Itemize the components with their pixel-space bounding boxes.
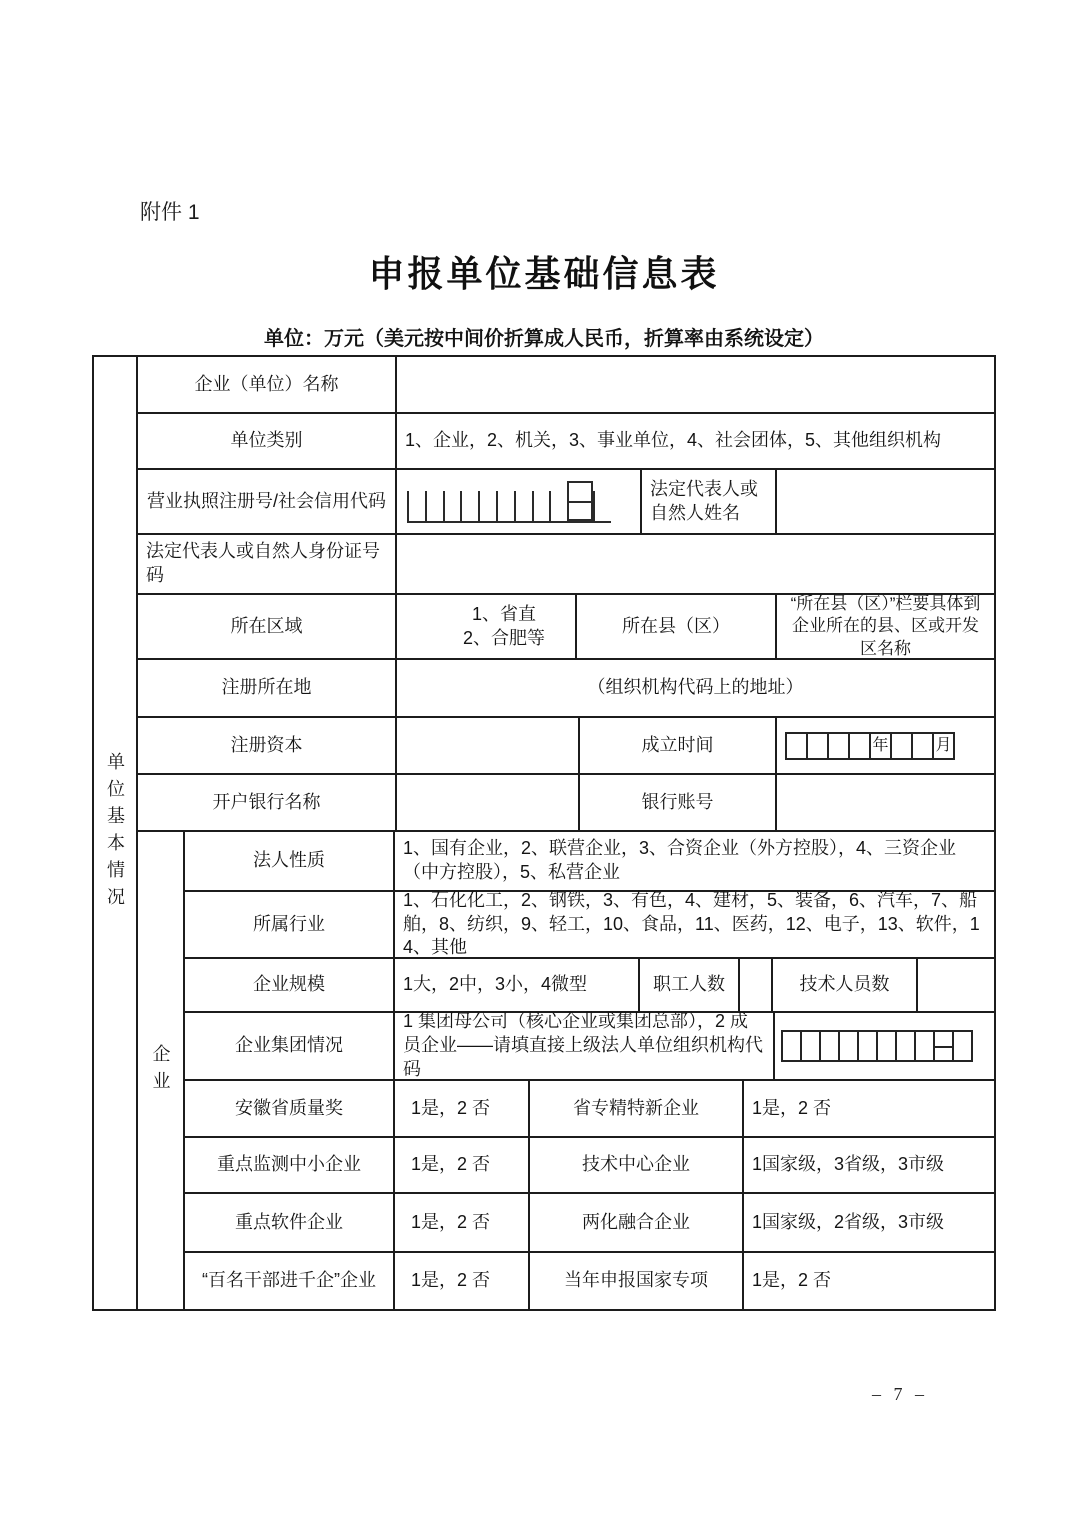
field-value-tech-staff-count (918, 959, 994, 1011)
field-value-legal-person-nature: 1、国有企业，2、联营企业，3、合资企业（外方控股），4、三资企业（中方控股），5、私营企业 (403, 838, 957, 882)
field-value-quality-award: 1是，2 否 (395, 1081, 530, 1136)
basic-info-form-table (92, 355, 996, 1311)
field-value-bank-account (777, 775, 994, 830)
field-label-cadres-program: “百名干部进千企”企业 (185, 1253, 395, 1309)
row-region (138, 595, 994, 660)
field-value-key-software: 1是，2 否 (395, 1194, 530, 1251)
row-enterprise-scale (185, 959, 994, 1013)
field-value-group-status: 1 集团母公司（核心企业或集团总部），2 成员企业——请填直接上级法人单位组织机构代码 (395, 1013, 775, 1079)
license-code-boxes (397, 470, 642, 533)
field-label-founding-date: 成立时间 (580, 718, 777, 773)
field-label-legal-rep-name: 法定代表人或自然人姓名 (642, 470, 777, 533)
field-value-industry: 1、石化化工，2、钢铁，3、有色，4、建材，5、装备，6、汽车，7、船舶，8、纺织，9、轻工，10、食品，11、医药，12、电子，13、软件，14、其他 (403, 889, 980, 958)
row-registered-address (138, 660, 994, 718)
field-label-county: 所在县（区） (577, 595, 777, 658)
field-value-unit-name (397, 357, 994, 412)
field-label-monitored-sme: 重点监测中小企业 (185, 1138, 395, 1192)
row-unit-category (138, 414, 994, 470)
field-label-bank-name: 开户银行名称 (138, 775, 397, 830)
form-rows (94, 357, 994, 1309)
date-strip (785, 732, 955, 760)
row-registered-capital (138, 718, 994, 775)
row-industry (185, 889, 994, 959)
region-option-2: 2、合肥等 (462, 627, 545, 648)
page-number: – 7 – (872, 1384, 928, 1404)
field-value-legal-rep-id (397, 535, 994, 593)
year-box: 年 (869, 732, 892, 760)
attachment-label: 附件 1 (140, 201, 200, 224)
field-label-quality-award: 安徽省质量奖 (185, 1081, 395, 1136)
field-label-specialized-enterprise: 省专精特新企业 (530, 1081, 744, 1136)
field-value-national-project: 1是，2 否 (752, 1270, 832, 1291)
field-value-bank-name (397, 775, 580, 830)
field-label-staff-count: 职工人数 (640, 959, 740, 1011)
region-options (397, 595, 577, 658)
field-label-legal-rep-id: 法定代表人或自然人身份证号码 (138, 535, 397, 593)
unit-conversion-note: 单位：万元（美元按中间价折算成人民币，折算率由系统设定） (264, 328, 824, 350)
vertical-label-unit-basic-info: 单位基本情况 (105, 752, 125, 914)
row-quality-award (185, 1081, 994, 1138)
group-code-boxes (775, 1013, 994, 1079)
field-label-industry: 所属行业 (185, 892, 395, 957)
field-label-license-number: 营业执照注册号/社会信用代码 (138, 470, 397, 533)
row-cadres-program (185, 1253, 994, 1309)
field-value-cadres-program: 1是，2 否 (395, 1253, 530, 1309)
code-midbox (567, 481, 593, 521)
month-box: 月 (932, 732, 955, 760)
field-label-integration-enterprise: 两化融合企业 (530, 1194, 744, 1251)
field-label-group-status: 企业集团情况 (185, 1013, 395, 1079)
county-note: “所在县（区）”栏要具体到企业所在的县、区或开发区名称 (790, 593, 981, 658)
field-value-specialized-enterprise: 1是，2 否 (752, 1097, 832, 1118)
field-value-tech-center: 1国家级，3省级，3市级 (752, 1154, 945, 1175)
field-value-registered-capital (397, 718, 580, 773)
field-label-registered-capital: 注册资本 (138, 718, 397, 773)
field-value-unit-category: 1、企业，2、机关，3、事业单位，4、社会团体，5、其他组织机构 (405, 430, 942, 451)
field-label-unit-name: 企业（单位）名称 (138, 357, 397, 412)
row-bank (138, 775, 994, 832)
field-value-staff-count (740, 959, 773, 1011)
field-label-national-project: 当年申报国家专项 (530, 1253, 744, 1309)
group-midbox (933, 1030, 954, 1062)
row-legal-person-nature (185, 832, 994, 892)
field-label-unit-category: 单位类别 (138, 414, 397, 468)
founding-date-boxes (777, 718, 994, 773)
field-value-integration-enterprise: 1国家级，2省级，3市级 (752, 1211, 945, 1232)
group-strip (781, 1030, 973, 1062)
field-label-registered-address: 注册所在地 (138, 660, 397, 716)
field-value-enterprise-scale: 1大，2中，3小，4微型 (395, 959, 640, 1011)
row-monitored-sme (185, 1138, 994, 1194)
field-label-legal-person-nature: 法人性质 (185, 832, 395, 890)
field-label-key-software: 重点软件企业 (185, 1194, 395, 1251)
field-value-registered-address: （组织机构代码上的地址） (587, 677, 804, 698)
page-title: 申报单位基础信息表 (368, 254, 720, 294)
field-label-tech-center: 技术中心企业 (530, 1138, 744, 1192)
region-option-1: 1、省直 (471, 603, 536, 624)
field-value-monitored-sme: 1是，2 否 (395, 1138, 530, 1192)
field-value-legal-rep-name (777, 470, 994, 533)
row-legal-rep-id (138, 535, 994, 595)
field-label-region: 所在区域 (138, 595, 397, 658)
row-license-number (138, 470, 994, 535)
field-label-bank-account: 银行账号 (580, 775, 777, 830)
row-key-software (185, 1194, 994, 1253)
vertical-label-enterprise: 企业 (150, 1043, 171, 1098)
field-label-tech-staff-count: 技术人员数 (773, 959, 918, 1011)
row-unit-name (138, 357, 994, 414)
code-strip (407, 481, 611, 523)
field-label-enterprise-scale: 企业规模 (185, 959, 395, 1011)
row-group-status (185, 1013, 994, 1081)
